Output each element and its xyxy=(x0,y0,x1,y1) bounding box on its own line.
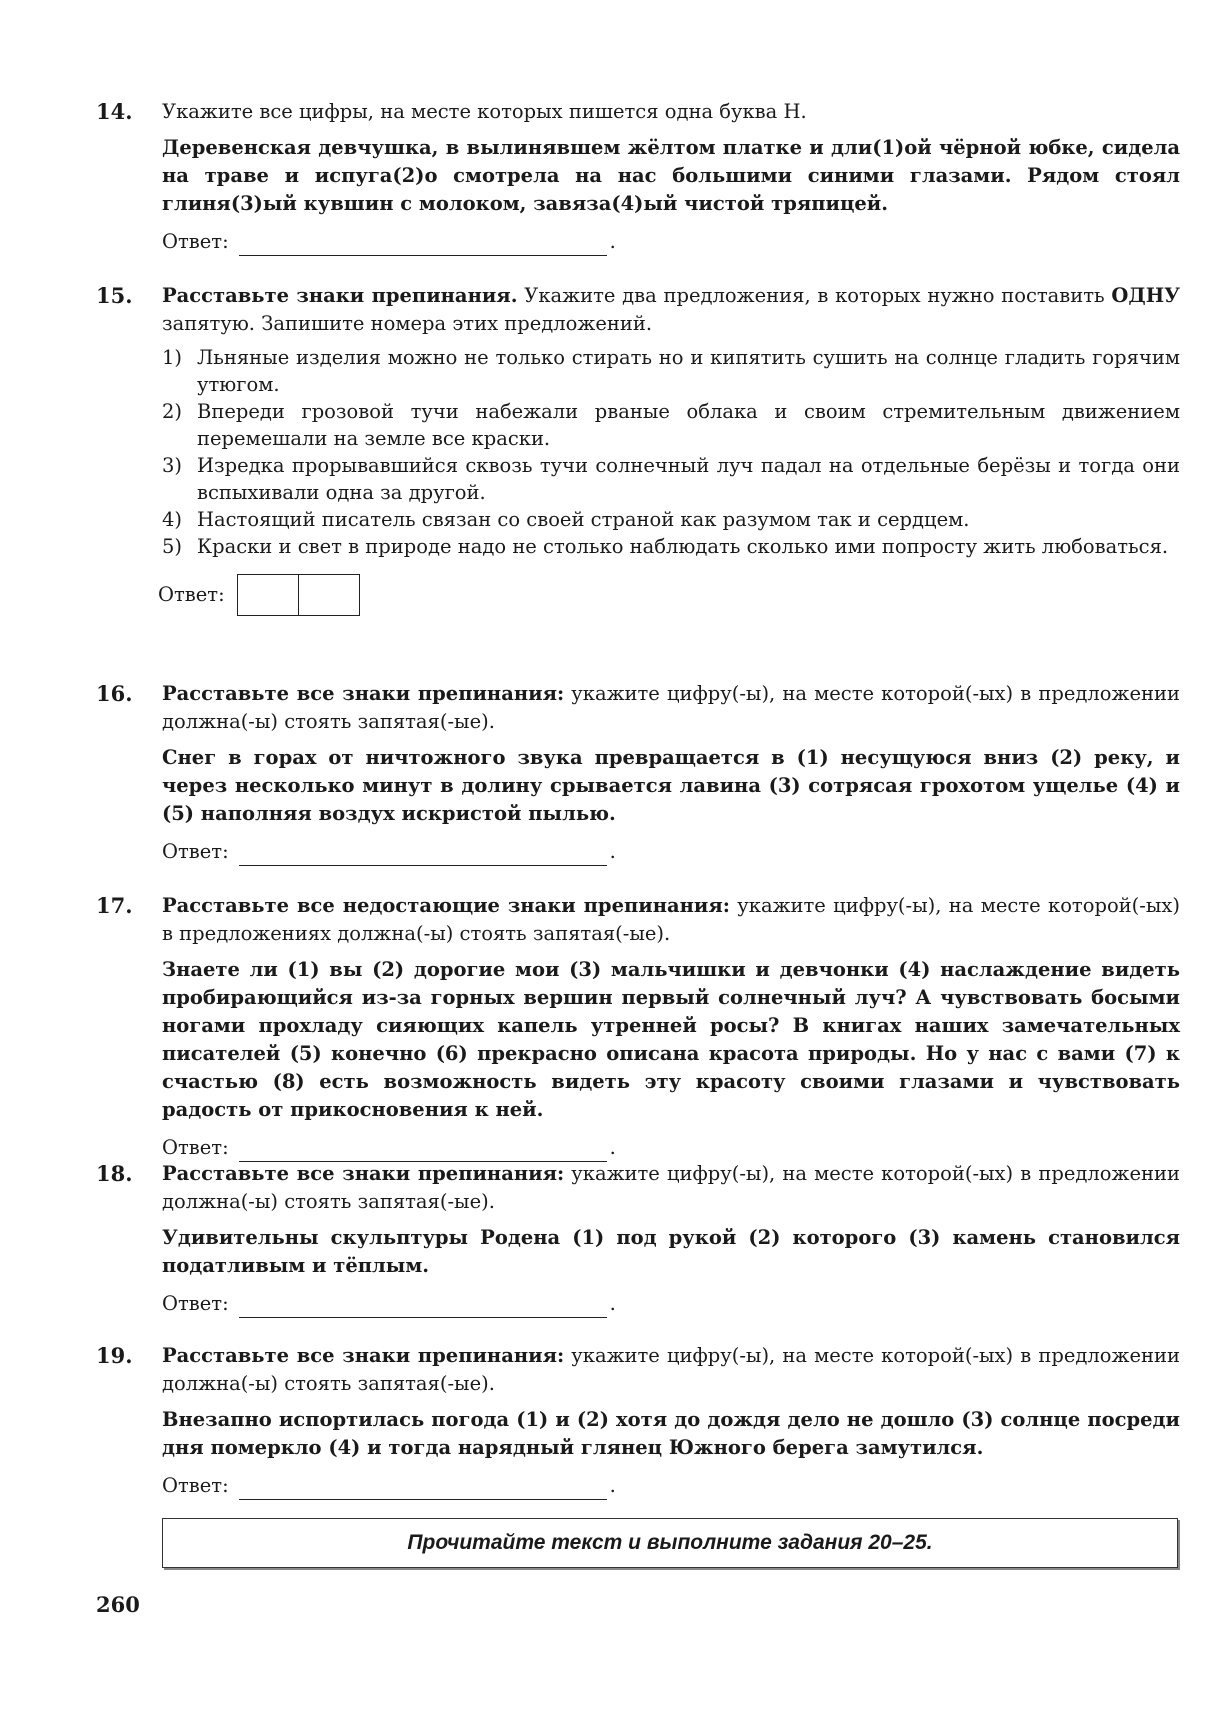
task-text: Снег в горах от ничтожного звука превращается в (1) несущуюся вниз (2) реку, и через несколько минут в долину срывается лавина (3) сотрясая грохотом ущелье (4) и (5) наполняя воздух искристой пылью. xyxy=(162,746,1180,825)
page-number: 260 xyxy=(96,1592,140,1617)
task-17 xyxy=(96,892,1180,1162)
list-item: 1) Льняные изделия можно не только стирать но и кипятить сушить на солнце гладить горячим утюгом. xyxy=(162,346,1180,396)
answer-field[interactable] xyxy=(239,1295,607,1318)
answer-label: Ответ: xyxy=(162,230,229,253)
task-text: Деревенская девчушка, в вылинявшем жёлтом платке и дли(1)ой чёрной юбке, сидела на траве и испуга(2)о смотрела на нас большими синими глазами. Рядом стоял глиня(3)ый кувшин с молоком, завяза(4)ый чистой тряпицей. xyxy=(162,136,1180,215)
task-number: 15. xyxy=(96,283,133,308)
answer-row: Ответ: . xyxy=(162,228,1180,256)
task-prompt: Расставьте все недостающие знаки препинания: укажите цифру(-ы), на месте которой(-ых) в предложениях должна(-ы) стоять запятая(-ые). xyxy=(162,894,1180,945)
task-15 xyxy=(96,282,1180,616)
answer-label: Ответ: xyxy=(162,1292,229,1315)
answer-row: Ответ: . xyxy=(162,1472,1180,1500)
task-number: 19. xyxy=(96,1343,133,1368)
list-item: 2) Впереди грозовой тучи набежали рваные облака и своим стремительным движением перемешали на земле все краски. xyxy=(162,400,1180,450)
task-number: 14. xyxy=(96,99,133,124)
task-text: Удивительны скульптуры Родена (1) под рукой (2) которого (3) камень становился податливым и тёплым. xyxy=(162,1226,1180,1277)
answer-row xyxy=(158,574,1180,616)
answer-row: Ответ: . xyxy=(162,1290,1180,1318)
answer-cells xyxy=(237,574,360,616)
answer-label: Ответ: xyxy=(162,1474,229,1497)
task-prompt: Расставьте все знаки препинания: укажите цифру(-ы), на месте которой(-ых) в предложении должна(-ы) стоять запятая(-ые). xyxy=(162,682,1180,733)
answer-field[interactable] xyxy=(239,233,607,256)
answer-row: Ответ: . xyxy=(162,1134,1180,1162)
task-number: 18. xyxy=(96,1161,133,1186)
answer-field[interactable] xyxy=(239,1139,607,1162)
options-list xyxy=(162,344,1180,560)
task-text: Внезапно испортилась погода (1) и (2) хотя до дождя дело не дошло (3) солнце посреди дня померкло (4) и тогда нарядный глянец Южного берега замутился. xyxy=(162,1408,1180,1459)
list-item: 4) Настоящий писатель связан со своей страной как разумом так и сердцем. xyxy=(162,508,970,531)
answer-field[interactable] xyxy=(239,1477,607,1500)
task-prompt: Расставьте все знаки препинания: укажите цифру(-ы), на месте которой(-ых) в предложении должна(-ы) стоять запятая(-ые). xyxy=(162,1344,1180,1395)
task-19 xyxy=(96,1342,1180,1500)
list-item: 3) Изредка прорывавшийся сквозь тучи солнечный луч падал на отдельные берёзы и тогда они вспыхивали одна за другой. xyxy=(162,454,1180,504)
task-number: 16. xyxy=(96,681,133,706)
task-18 xyxy=(96,1160,1180,1318)
task-number: 17. xyxy=(96,893,133,918)
answer-label: Ответ: xyxy=(162,840,229,863)
task-prompt: Расставьте знаки препинания. Укажите два предложения, в которых нужно поставить ОДНУ запятую. Запишите номера этих предложений. xyxy=(162,284,1180,335)
list-item: 5) Краски и свет в природе надо не столько наблюдать сколько ими попросту жить любоваться. xyxy=(162,535,1169,558)
task-14 xyxy=(96,98,1180,256)
section-banner: Прочитайте текст и выполните задания 20–25. xyxy=(162,1518,1178,1568)
answer-label: Ответ: xyxy=(158,583,225,606)
answer-field[interactable] xyxy=(239,843,607,866)
answer-cell-2[interactable] xyxy=(298,575,359,615)
answer-cell-1[interactable] xyxy=(238,575,298,615)
answer-label: Ответ: xyxy=(162,1136,229,1159)
task-prompt: Укажите все цифры, на месте которых пишется одна буква Н. xyxy=(162,100,807,123)
task-16 xyxy=(96,680,1180,866)
answer-row: Ответ: . xyxy=(162,838,1180,866)
task-text: Знаете ли (1) вы (2) дорогие мои (3) мальчишки и девчонки (4) наслаждение видеть пробирающийся из-за горных вершин первый солнечный луч? А чувствовать босыми ногами прохладу сияющих капель утренней росы? В книгах наших замечательных писателей (5) конечно (6) прекрасно описана красота природы. Но у нас с вами (7) к счастью (8) есть возможность видеть эту красоту своими глазами и чувствовать радость от прикосновения к ней. xyxy=(162,958,1180,1121)
task-prompt: Расставьте все знаки препинания: укажите цифру(-ы), на месте которой(-ых) в предложении должна(-ы) стоять запятая(-ые). xyxy=(162,1162,1180,1213)
